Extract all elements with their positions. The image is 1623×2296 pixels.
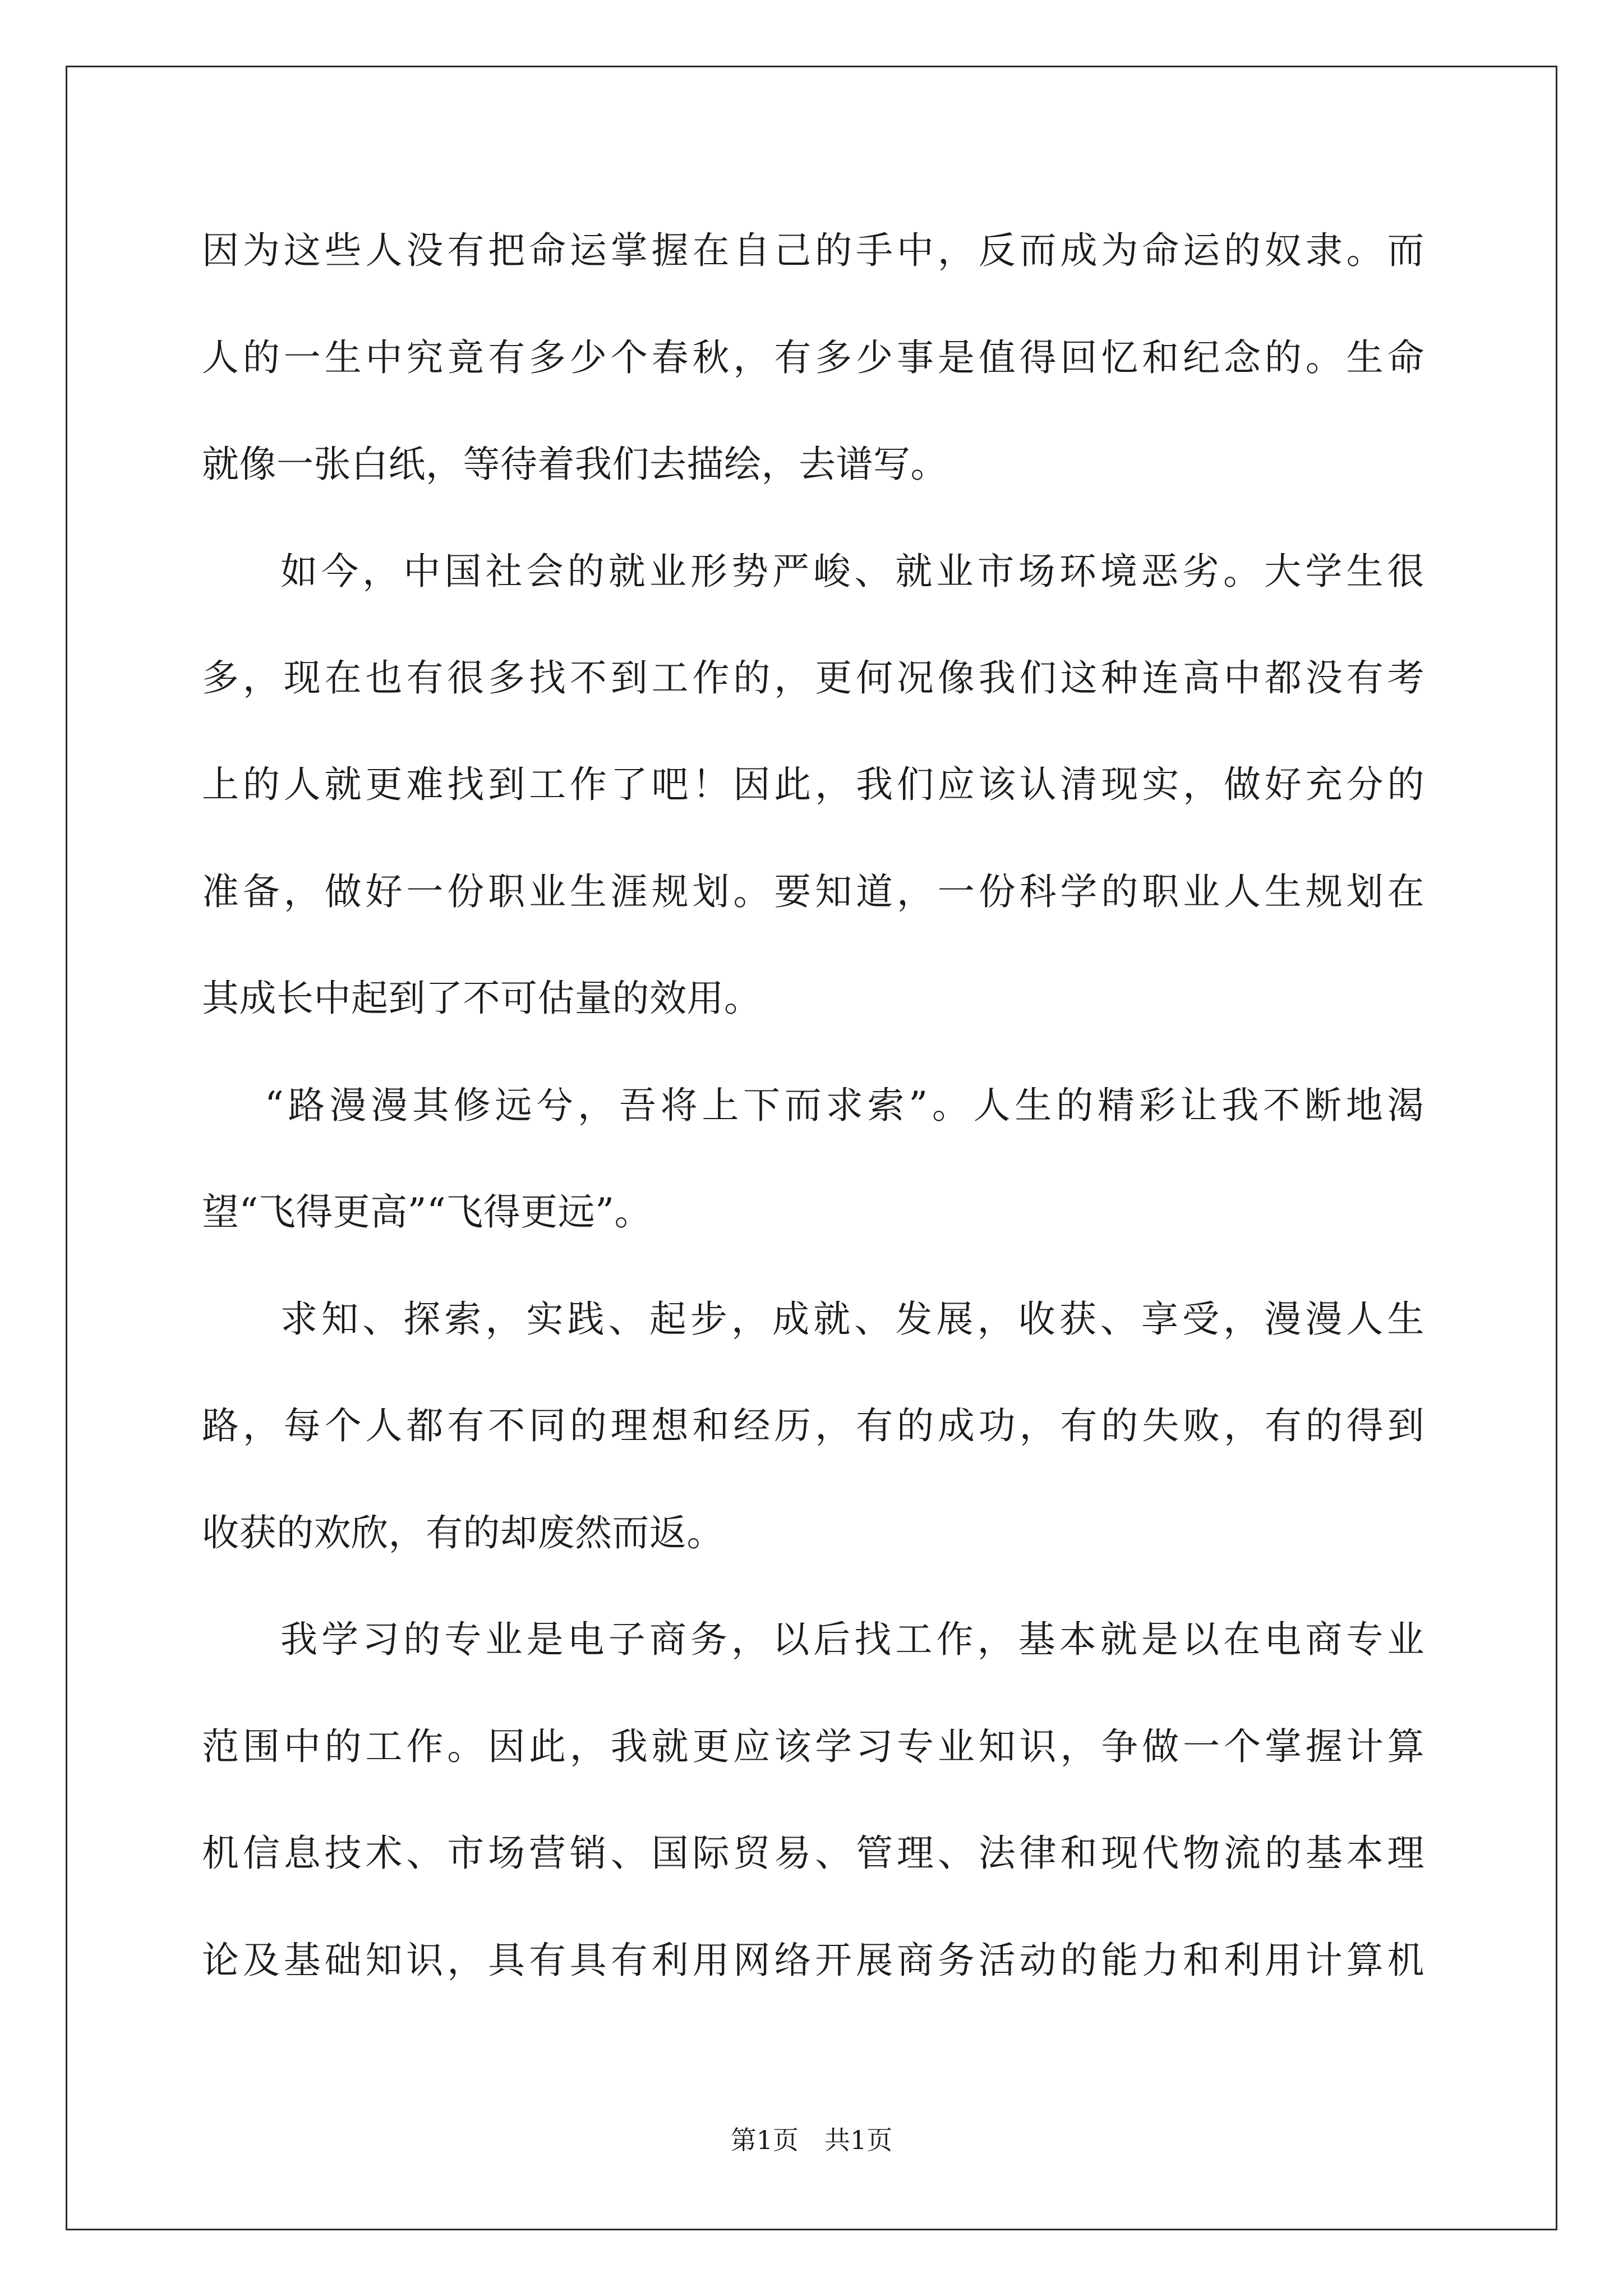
paragraph-2-line-2: 多，现在也有很多找不到工作的，更何况像我们这种连高中都没有考 <box>202 656 1424 700</box>
paragraph-2-line-3: 上的人就更难找到工作了吧！因此，我们应该认清现实，做好充分的 <box>202 763 1424 806</box>
paragraph-5-line-2: 范围中的工作。因此，我就更应该学习专业知识，争做一个掌握计算 <box>202 1725 1424 1768</box>
paragraph-3-line-1: “路漫漫其修远兮，吾将上下而求索”。人生的精彩让我不断地渴 <box>265 1084 1424 1127</box>
paragraph-5-line-3: 机信息技术、市场营销、国际贸易、管理、法律和现代物流的基本理 <box>202 1832 1424 1875</box>
paragraph-4-line-1: 求知、探索，实践、起步，成就、发展，收获、享受，漫漫人生 <box>280 1297 1424 1341</box>
page-number: 第1页 共1页 <box>730 2125 893 2155</box>
paragraph-1-line-3: 就像一张白纸，等待着我们去描绘，去谱写。 <box>202 443 948 486</box>
page-border <box>66 66 1557 2230</box>
paragraph-2-line-4: 准备，做好一份职业生涯规划。要知道，一份科学的职业人生规划在 <box>202 870 1424 913</box>
paragraph-4-line-3: 收获的欢欣，有的却废然而返。 <box>202 1511 724 1554</box>
paragraph-5-line-1: 我学习的专业是电子商务，以后找工作，基本就是以在电商专业 <box>280 1618 1424 1661</box>
paragraph-5-line-4: 论及基础知识，具有具有利用网络开展商务活动的能力和利用计算机 <box>202 1939 1424 1982</box>
paragraph-4-line-2: 路，每个人都有不同的理想和经历，有的成功，有的失败，有的得到 <box>202 1404 1424 1447</box>
paragraph-1-line-2: 人的一生中究竟有多少个春秋，有多少事是值得回忆和纪念的。生命 <box>202 336 1424 379</box>
paragraph-1-line-1: 因为这些人没有把命运掌握在自己的手中，反而成为命运的奴隶。而 <box>202 229 1424 272</box>
paragraph-2-line-1: 如今，中国社会的就业形势严峻、就业市场环境恶劣。大学生很 <box>280 550 1424 593</box>
paragraph-3-line-2: 望“飞得更高”“飞得更远”。 <box>202 1190 652 1234</box>
paragraph-2-line-5: 其成长中起到了不可估量的效用。 <box>202 977 762 1020</box>
